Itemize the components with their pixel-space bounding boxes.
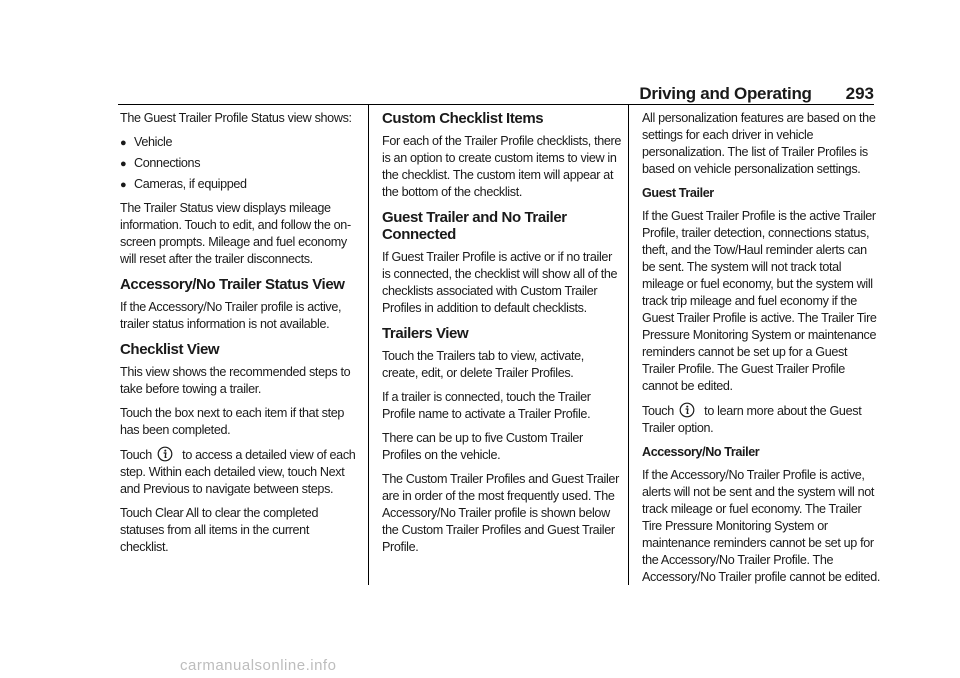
paragraph: The Trailer Status view displays mileage information. Touch to edit, and follow the on-screen prompts. Mileage and fuel economy will reset after the trailer disconnects. [120,201,351,266]
paragraph: Touch to learn more about the Guest Trailer option. [642,404,862,435]
column-left [120,110,360,563]
paragraph: If a trailer is connected, touch the Trailer Profile name to activate a Trailer Profile. [382,390,591,421]
subheading: Guest Trailer [642,186,714,200]
column-middle [382,110,622,563]
paragraph: For each of the Trailer Profile checklists, there is an option to create custom items to view in the checklist. The custom item will appear at the bottom of the checklist. [382,134,622,199]
heading: Accessory/No Trailer Status View [120,276,345,293]
heading: Custom Checklist Items [382,110,544,127]
watermark: carmanualsonline.info [180,657,337,674]
paragraph: If Guest Trailer Profile is active or if no trailer is connected, the checklist will show all of the checklists associated with Custom Trailer Profiles in addition to default checklists. [382,250,618,315]
paragraph: Touch to access a detailed view of each step. Within each detailed view, touch Next and Previous to navigate between steps. [120,448,356,496]
paragraph: If the Accessory/No Trailer profile is active, trailer status information is not available. [120,300,342,331]
column-right [642,110,882,593]
paragraph: Touch the box next to each item if that step has been completed. [120,406,345,437]
paragraph: This view shows the recommended steps to take before towing a trailer. [120,365,351,396]
paragraph: Touch the Trailers tab to view, activate, create, edit, or delete Trailer Profiles. [382,349,584,380]
list-item: ● Vehicle [120,134,360,152]
bullet-dot-icon: ● [120,158,127,170]
status-list [120,134,360,194]
paragraph: If the Guest Trailer Profile is the active Trailer Profile, trailer detection, connections status, theft, and the Tow/Haul reminder alerts can be sent. The system will not track total mileage or fuel economy, but the system will track trip mileage and fuel economy if the Guest Trailer Profile is active. The Trailer Tire Pressure Monitoring System or maintenance reminders cannot be set up for a Guest Trailer Profile. The Guest Trailer Profile cannot be edited. [642,209,877,393]
bullet-dot-icon: ● [120,179,127,191]
intro-text: The Guest Trailer Profile Status view shows: [120,111,352,125]
heading: Guest Trailer and No Trailer Connected [382,209,567,243]
paragraph: All personalization features are based on the settings for each driver in vehicle personalization. The list of Trailer Profiles is based on vehicle personalization settings. [642,111,876,176]
header-divider [118,104,874,105]
column-divider [628,104,629,585]
paragraph: Touch Clear All to clear the completed statuses from all items in the current checklist. [120,506,319,554]
info-circle-icon [679,402,695,418]
paragraph: There can be up to five Custom Trailer Profiles on the vehicle. [382,431,583,462]
page-header [639,84,874,104]
section-title: Driving and Operating [639,84,812,103]
subheading: Accessory/No Trailer [642,445,760,459]
paragraph: The Custom Trailer Profiles and Guest Trailer are in order of the most frequently used. The Accessory/No Trailer profile is shown below the Custom Trailer Profiles and Guest Trailer Profile. [382,472,619,554]
list-item: ● Cameras, if equipped [120,176,360,194]
info-circle-icon [157,446,173,462]
column-divider [368,104,369,585]
heading: Trailers View [382,325,469,342]
page-number: 293 [845,84,874,103]
list-item: ● Connections [120,155,360,173]
heading: Checklist View [120,341,220,358]
bullet-dot-icon: ● [120,137,127,149]
paragraph: If the Accessory/No Trailer Profile is active, alerts will not be sent and the system will not track mileage or fuel economy. The Trailer Tire Pressure Monitoring System or maintenance reminders cannot be set up for the Accessory/No Trailer Profile. The Accessory/No Trailer profile cannot be edited. [642,468,881,584]
